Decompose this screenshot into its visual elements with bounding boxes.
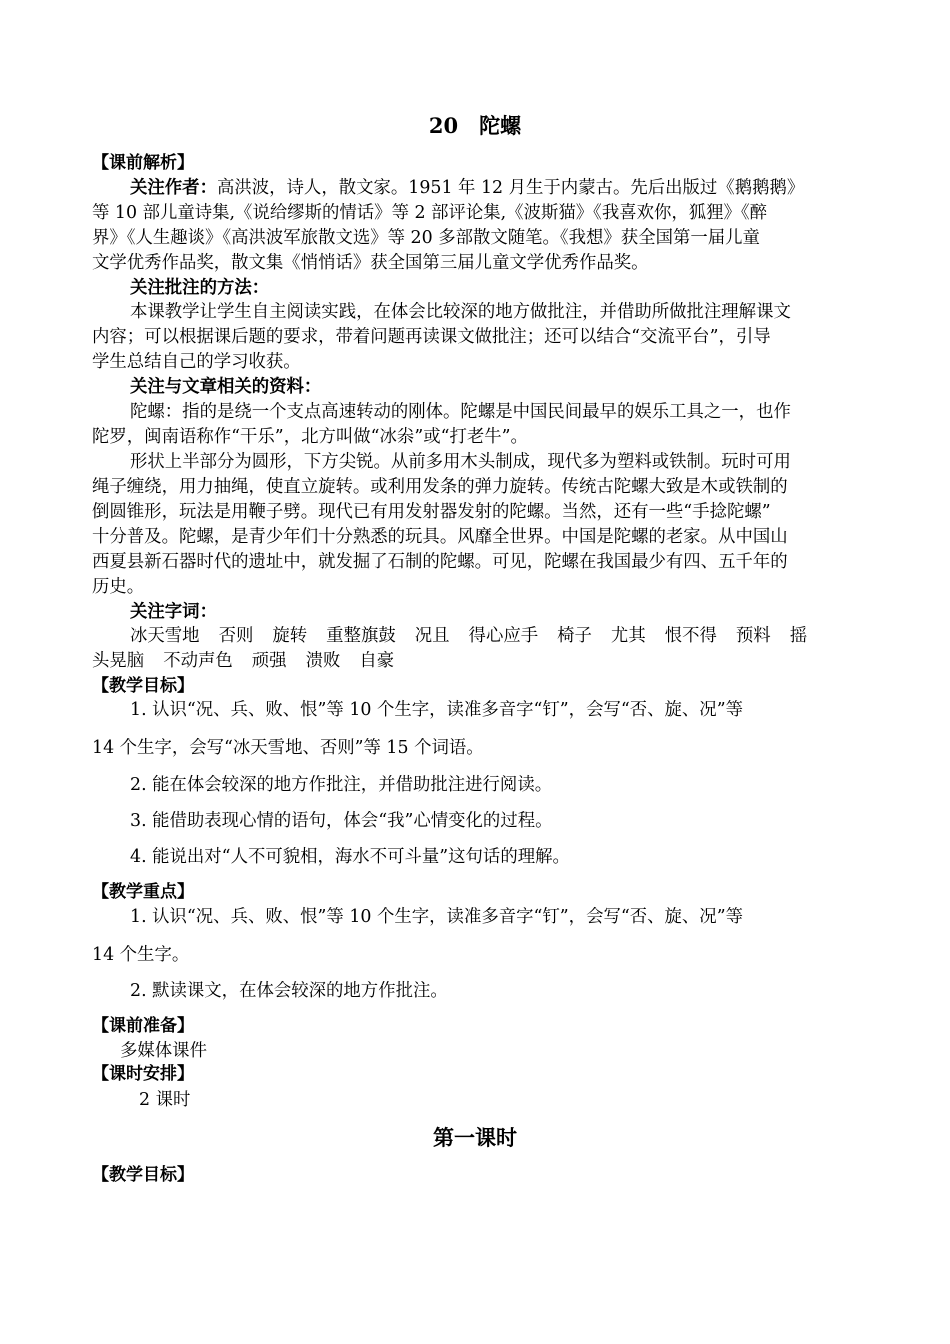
material-p2-line-6: 历史。 [92,577,145,597]
vocab-word: 否则 [218,626,254,646]
method-line-2: 内容；可以根据课后题的要求，带着问题再读课文做批注；还可以结合“交流平台”，引导 [92,327,771,347]
goal-1-line-1: 1. 认识“况、兵、败、恨”等 10 个生字，读准多音字“钉”，会写“否、旋、况”等 [130,700,743,720]
schedule-text: 2 课时 [139,1090,191,1110]
vocab-word: 头晃脑 [92,651,145,671]
lesson-title: 20 陀螺 [428,113,522,138]
goal-2: 2. 能在体会较深的地方作批注，并借助批注进行阅读。 [130,775,553,795]
material-p2-line-5: 西夏县新石器时代的遗址中，就发掘了石制的陀螺。可见，陀螺在我国最少有四、五千年的 [92,552,788,572]
section-heading-goals-2: 【教学目标】 [92,1165,194,1185]
vocab-word: 椅子 [557,626,592,646]
goal-4: 4. 能说出对“人不可貌相，海水不可斗量”这句话的理解。 [130,847,570,867]
material-p2-line-4: 十分普及。陀螺，是青少年们十分熟悉的玩具。风靡全世界。中国是陀螺的老家。从中国山 [92,527,788,547]
vocab-word: 摇 [789,626,808,646]
vocab-word: 冰天雪地 [130,626,200,646]
author-line-2: 等 10 部儿童诗集,《说给缪斯的情话》等 2 部评论集,《波斯猫》《我喜欢你，狐狸》《醉 [92,203,768,223]
keypoint-1-line-2: 14 个生字。 [92,945,190,965]
section-heading-keypoints: 【教学重点】 [92,882,194,902]
material-p1-line-2: 陀罗，闽南语称作“干乐”，北方叫做“冰尜”或“打老牛”。 [92,427,528,447]
prep-text: 多媒体课件 [120,1041,207,1061]
method-line-3: 学生总结自己的学习收获。 [92,352,301,372]
section-heading-prelesson: 【课前解析】 [92,153,194,173]
vocab-word: 顽强 [251,651,287,671]
section-heading-prep: 【课前准备】 [92,1016,194,1036]
section-heading-schedule: 【课时安排】 [92,1064,194,1084]
vocab-word: 预料 [735,626,771,646]
vocab-word: 旋转 [272,626,308,646]
material-label: 关注与文章相关的资料： [130,377,322,397]
vocab-word: 恨不得 [664,626,717,646]
material-p2-line-3: 倒圆锥形，玩法是用鞭子劈。现代已有用发射器发射的陀螺。当然，还有一些“手捻陀螺” [92,502,771,522]
keypoint-2: 2. 默读课文，在体会较深的地方作批注。 [130,981,448,1001]
method-label: 关注批注的方法： [130,278,270,298]
material-p2-line-2: 绳子缠绕，用力抽绳，使直立旋转。或利用发条的弹力旋转。传统古陀螺大致是木或铁制的 [92,477,788,497]
vocab-word: 自豪 [359,651,395,671]
vocab-word: 尤其 [610,626,646,646]
author-line-1 [130,173,804,198]
author-line-4: 文学优秀作品奖，散文集《悄悄话》获全国第三届儿童文学优秀作品奖。 [92,253,649,273]
vocab-word: 况且 [414,626,450,646]
vocab-word: 重整旗鼓 [326,626,396,646]
vocab-word: 不动声色 [163,651,233,671]
vocab-row-2 [92,646,413,671]
goal-3: 3. 能借助表现心情的语句，体会“我”心情变化的过程。 [130,811,553,831]
vocab-row-1 [130,621,807,646]
goal-1-line-2: 14 个生字，会写“冰天雪地、否则”等 15 个词语。 [92,738,484,758]
vocab-word: 溃败 [305,651,341,671]
author-line-3: 界》《人生趣谈》《高洪波军旅散文选》等 20 多部散文随笔。《我想》获全国第一届儿童 [92,228,760,248]
words-label: 关注字词： [130,602,217,622]
author-label: 关注作者： [130,178,217,198]
lesson-1-title: 第一课时 [433,1125,517,1150]
vocab-word: 得心应手 [468,626,539,646]
section-heading-goals: 【教学目标】 [92,676,194,696]
method-line-1: 本课教学让学生自主阅读实践，在体会比较深的地方做批注，并借助所做批注理解课文 [130,302,791,322]
author-text-1: 高洪波，诗人，散文家。1951 年 12 月生于内蒙古。先后出版过《鹅鹅鹅》 [216,178,805,198]
material-p2-line-1: 形状上半部分为圆形，下方尖锐。从前多用木头制成，现代多为塑料或铁制。玩时可用 [130,452,791,472]
keypoint-1-line-1: 1. 认识“况、兵、败、恨”等 10 个生字，读准多音字“钉”，会写“否、旋、况”等 [130,907,743,927]
material-p1-line-1: 陀螺：指的是绕一个支点高速转动的刚体。陀螺是中国民间最早的娱乐工具之一，也作 [130,402,791,422]
